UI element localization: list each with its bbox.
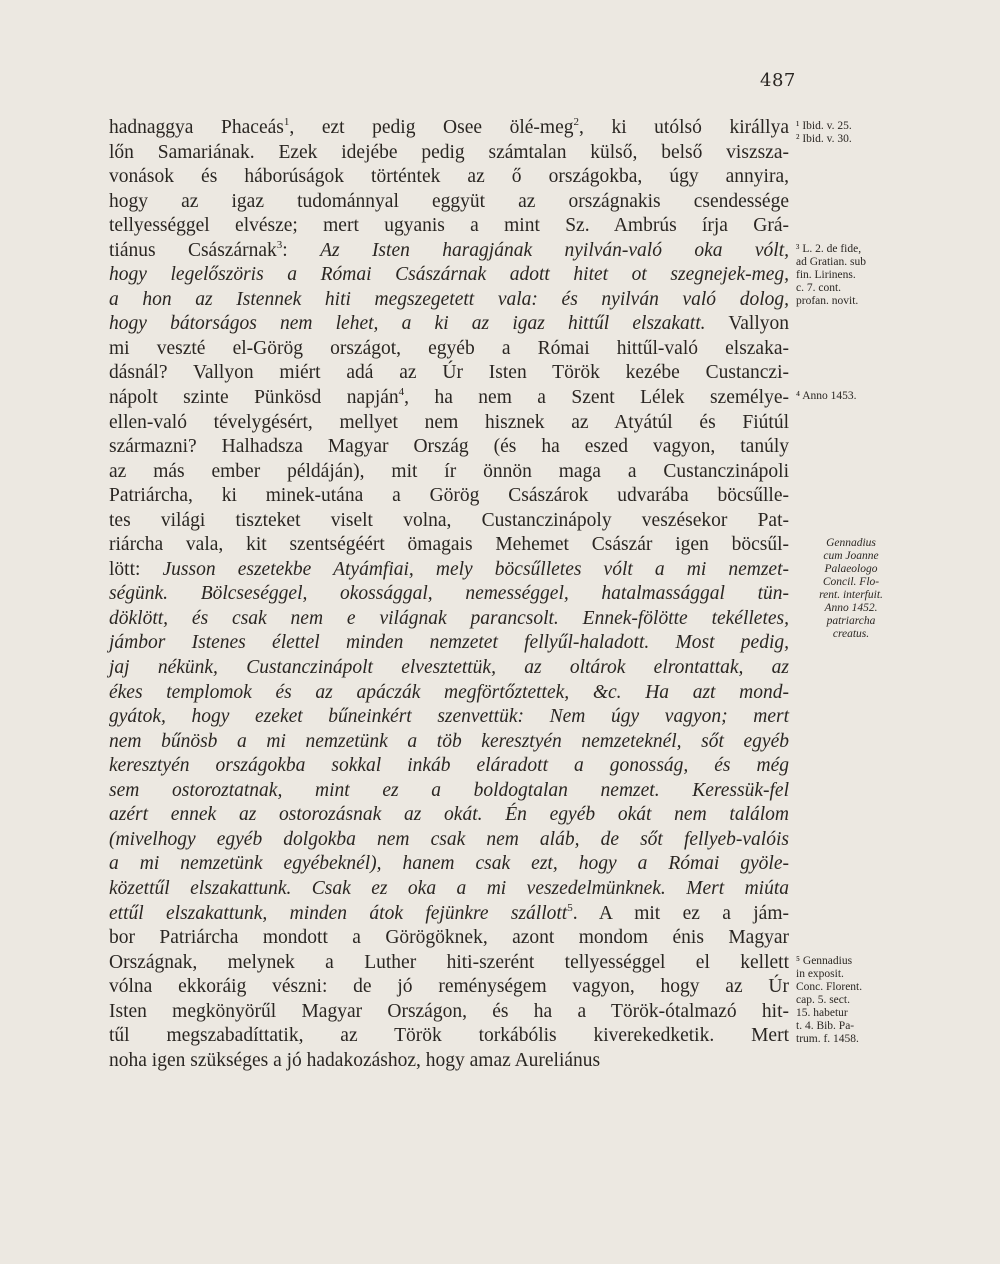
text-line [109,975,789,1000]
text-line [109,902,789,927]
roman-text: az más ember példáján), mit ír önnön maga a Custanczinápoli [109,460,789,482]
text-line [109,656,789,681]
text-line [109,730,789,755]
italic-text: Az Isten haragjának nyilván-való oka vólt, [320,239,789,261]
text-line [109,386,789,411]
roman-text: : [282,239,321,261]
text-line [109,1000,789,1025]
footnote-marker: 4 [398,386,405,399]
text-line [109,361,789,386]
text-line [109,705,789,730]
italic-text: hogy legelőszöris a Római Császárnak adott hitet ot szegnejek-meg, [109,264,789,286]
italic-text: (mivelhogy egyéb dolgokba nem csak nem aláb, de sőt fellyeb-valóis [109,828,789,850]
margin-note [796,120,906,146]
roman-text: , ezt pedig Osee ölé-meg [289,117,574,138]
italic-text: sem ostoroztatnak, mint ez a boldogtalan nemzet. Keressük-fel [109,779,789,801]
text-line [109,509,789,534]
roman-text: , ha nem a Szent Lélek személye- [404,387,789,409]
roman-text: mi veszté el-Görög országot, egyéb a Római hittűl-való elszaka- [109,337,789,359]
text-line [109,607,789,632]
text-line [109,779,789,804]
roman-text: Patriárcha, ki minek-utána a Görög Császárok udvarába böcsűlle- [109,485,789,507]
margin-note-line: creatus. [832,628,870,641]
roman-text: tűl megszabadíttatik, az Török torkábólis kiverekedketik. Mert [109,1025,789,1047]
roman-text: lött: [109,558,163,580]
margin-note-line: ⁵ Gennadius [796,954,853,967]
text-line [109,631,789,656]
text-line [109,1024,789,1049]
roman-text: ellen-való tévelygésért, mellyet nem hisznek az Atyátúl és Fiútúl [109,411,789,433]
roman-text: származni? Halhadsza Magyar Ország (és ha eszed vagyon, tanúly [109,436,789,458]
page-number: 487 [760,70,796,91]
italic-text: a mi nemzetünk egyébeknél), hanem csak ezt, hogy a Római gyöle- [109,853,789,875]
margin-note-line: cap. 5. sect. [796,993,850,1006]
roman-text: dásnál? Vallyon miért adá az Úr Isten Török kezébe Custanczi- [109,362,789,384]
roman-text: hogy az igaz tudománnyal eggyüt az országnakis csendessége [109,190,789,212]
text-line [109,852,789,877]
text-line [109,681,789,706]
margin-note-line: in exposit. [796,967,844,980]
margin-note-line: ³ L. 2. de fide, [796,242,862,255]
text-line [109,926,789,951]
text-line [109,337,789,362]
text-line [109,533,789,558]
margin-note-line: Anno 1452. [824,602,878,615]
footnote-marker: 2 [573,116,579,128]
italic-text: közettűl elszakattunk. Csak ez oka a mi veszedelmünknek. Mert miúta [109,877,789,899]
text-line [109,141,789,166]
margin-note-line: 15. habetur [796,1006,848,1019]
italic-text: ettűl elszakattunk, minden átok fejünkre szállott [109,902,568,924]
text-line [109,877,789,902]
margin-note-line: Conc. Florent. [796,980,863,993]
roman-text: bor Patriárcha mondott a Görögöknek, azont mondom énis Magyar [109,927,789,949]
text-line [109,803,789,828]
italic-text: ségünk. Bölcseséggel, okossággal, nemességgel, hatalmassággal tün- [109,583,789,605]
text-line [109,214,789,239]
margin-note-line: ⁴ Anno 1453. [796,390,857,403]
margin-note-line: profan. novit. [796,294,859,307]
margin-note-line: trum. f. 1458. [796,1032,859,1045]
roman-text: hadnaggya Phaceás [109,117,284,138]
text-line [109,484,789,509]
italic-text: ékes templomok és az apáczák megförtőztettek, &c. Ha azt mond- [109,681,789,703]
text-line [109,165,789,190]
text-line [109,754,789,779]
roman-text: Vallyon [705,313,789,335]
italic-text: jámbor Istenes élettel minden nemzetet fellyűl-haladott. Most pedig, [109,632,789,654]
margin-note-line: Concil. Flo- [822,576,880,589]
italic-text: keresztyén országokba sokkal inkáb eláradott a gonosság, és még [109,755,789,777]
footnote-marker: 3 [276,238,283,251]
text-line [109,288,789,313]
text-line [109,558,789,583]
margin-note-line: Palaeologo [824,563,878,576]
roman-text: noha igen szükséges a jó hadakozáshoz, hogy amaz Aureliánus [109,1049,601,1071]
main-text [109,116,789,1073]
roman-text: vonások és háborúságok történtek az ő országokba, úgy annyira, [109,166,789,188]
text-line [109,951,789,976]
text-line [109,582,789,607]
roman-text: Országnak, melynek a Luther hiti-szerént tellyességgel el kellett [109,951,789,973]
italic-text: Jusson eszetekbe Atyámfiai, mely böcsűlletes vólt a mi nemzet- [162,558,789,580]
margin-note-line: rent. interfuit. [819,589,883,602]
text-line [109,239,789,264]
margin-note-line: patriarcha [826,615,876,628]
italic-text: hogy bátorságos nem lehet, a ki az igaz hittűl elszakatt. [109,313,706,335]
margin-note [796,390,906,403]
footnote-marker: 5 [567,901,573,914]
roman-text: tiánus Császárnak [109,239,277,261]
text-line [109,828,789,853]
roman-text: tellyességgel elvésze; mert ugyanis a mint Sz. Ambrús írja Grá- [109,215,789,237]
roman-text: nápolt szinte Pünkösd napján [109,387,399,409]
roman-text: . A mit ez a jám- [572,902,789,924]
italic-text: nem bűnösb a mi nemzetünk a töb keresztyén nemzeteknél, sőt egyéb [109,730,789,752]
margin-note-line: Gennadius [826,537,876,550]
text-line [109,1049,789,1074]
margin-note-line: ad Gratian. sub [796,255,866,268]
text-line [109,263,789,288]
margin-note [796,537,906,641]
text-line [109,312,789,337]
roman-text: , ki utólsó királlya [578,117,789,138]
italic-text: azért ennek az ostorozásnak az okát. Én egyéb okát nem találom [109,804,789,826]
italic-text: gyátok, hogy ezeket bűneinkért szenvettük: Nem úgy vagyon; mert [109,706,789,728]
italic-text: jaj nékünk, Custanczinápolt elvesztettük, az oltárok elrontattak, az [109,657,789,679]
roman-text: Isten megkönyörűl Magyar Országon, és ha a Török-ótalmazó hit- [109,1000,789,1022]
margin-note-line: c. 7. cont. [796,281,842,294]
margin-note-line: ² Ibid. v. 30. [796,133,852,145]
roman-text: riárcha vala, kit szentségéért ömagais Mehemet Császár igen böcsűl- [109,534,789,556]
text-line [109,411,789,436]
italic-text: döklött, és csak nem e világnak parancsolt. Ennek-fölötte tekélletes, [109,607,789,629]
margin-note [796,955,906,1046]
text-line [109,190,789,215]
margin-note-line: fin. Lirinens. [796,268,856,281]
roman-text: lőn Samariának. Ezek idejébe pedig számtalan külső, belső viszsza- [109,141,789,163]
footnote-marker: 1 [283,116,290,128]
margin-note-line: ¹ Ibid. v. 25. [796,120,852,132]
text-line [109,116,789,141]
text-line [109,460,789,485]
margin-note-line: t. 4. Bib. Pa- [796,1019,855,1032]
text-line [109,435,789,460]
margin-note-line: cum Joanne [823,550,879,563]
margin-note [796,243,906,308]
roman-text: tes világi tiszteket viselt volna, Custanczinápoly veszésekor Pat- [109,509,789,531]
roman-text: vólna ekkoráig vészni: de jó reménységem vagyon, hogy az Úr [109,976,789,998]
italic-text: a hon az Istennek hiti megszegetett vala: és nyilván való dolog, [109,288,789,310]
